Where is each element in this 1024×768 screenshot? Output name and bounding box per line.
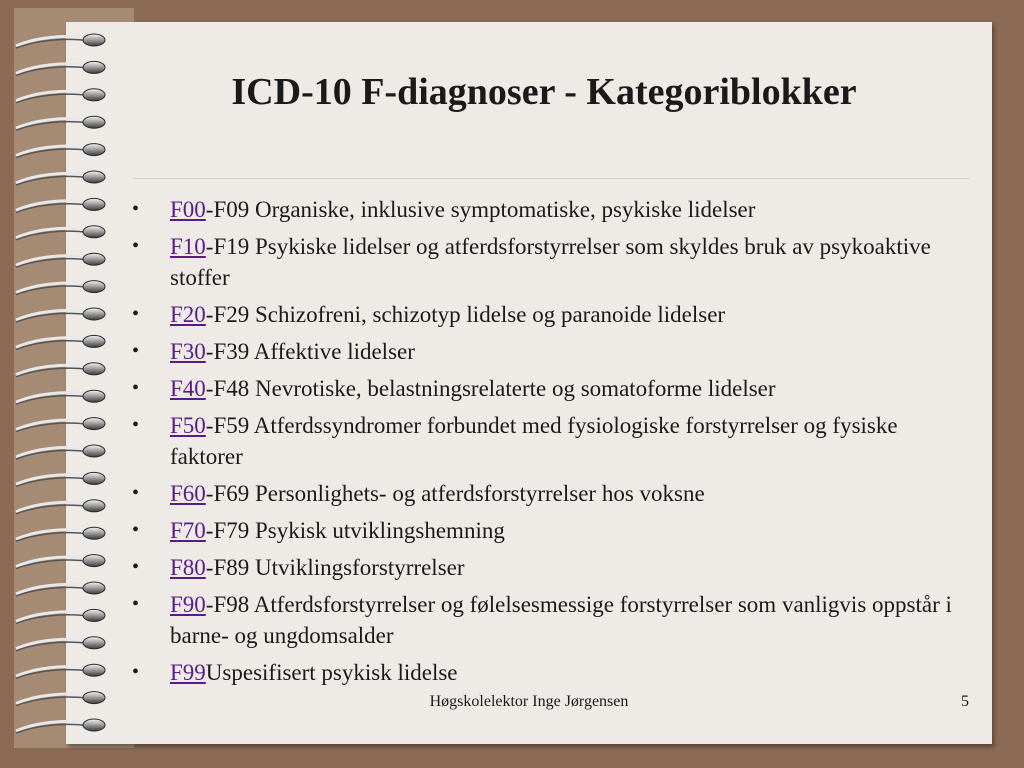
list-item bbox=[132, 515, 962, 546]
ring-knob bbox=[83, 34, 105, 46]
title-plain: ICD-10 F-diagnoser - bbox=[231, 71, 587, 113]
category-list bbox=[132, 194, 962, 694]
list-item bbox=[132, 194, 962, 225]
ring-knob bbox=[83, 637, 105, 649]
ring-knob bbox=[83, 692, 105, 704]
ring-knob bbox=[83, 226, 105, 238]
ring-knob bbox=[83, 609, 105, 621]
slide-page bbox=[66, 22, 992, 744]
code-link-f10[interactable]: F10 bbox=[170, 234, 206, 259]
ring-knob bbox=[83, 527, 105, 539]
item-text: -F59 Atferdssyndromer forbundet med fysiologiske forstyrrelser og fysiske faktorer bbox=[170, 413, 898, 469]
code-link-f00[interactable]: F00 bbox=[170, 197, 206, 222]
code-link-f99[interactable]: F99 bbox=[170, 660, 206, 685]
ring-knob bbox=[83, 116, 105, 128]
list-item bbox=[132, 589, 962, 651]
title-divider bbox=[134, 178, 969, 179]
code-link-f20[interactable]: F20 bbox=[170, 302, 206, 327]
footer-author: Høgskolelektor Inge Jørgensen bbox=[429, 693, 629, 710]
list-item bbox=[132, 552, 962, 583]
ring-knob bbox=[83, 418, 105, 430]
item-text: -F19 Psykiske lidelser og atferdsforstyrrelser som skyldes bruk av psykoaktive stoffer bbox=[170, 234, 931, 290]
code-link-f70[interactable]: F70 bbox=[170, 518, 206, 543]
ring-knob bbox=[83, 390, 105, 402]
spiral-binding-rings bbox=[14, 30, 114, 742]
item-text: Uspesifisert psykisk lidelse bbox=[205, 660, 458, 685]
ring-knob bbox=[83, 363, 105, 375]
item-text: -F79 Psykisk utviklingshemning bbox=[205, 518, 505, 543]
ring-knob bbox=[83, 500, 105, 512]
ring-knob bbox=[83, 555, 105, 567]
list-item bbox=[132, 231, 962, 293]
ring-knob bbox=[83, 171, 105, 183]
slide-title bbox=[134, 70, 954, 114]
list-item bbox=[132, 478, 962, 509]
list-item bbox=[132, 299, 962, 330]
ring-knob bbox=[83, 144, 105, 156]
ring-knob bbox=[83, 664, 105, 676]
ring-knob bbox=[83, 253, 105, 265]
list-item bbox=[132, 410, 962, 472]
ring-knob bbox=[83, 61, 105, 73]
item-text: -F29 Schizofreni, schizotyp lidelse og paranoide lidelser bbox=[205, 302, 726, 327]
slide-number: 5 bbox=[961, 693, 969, 710]
code-link-f80[interactable]: F80 bbox=[170, 555, 206, 580]
code-link-f50[interactable]: F50 bbox=[170, 413, 206, 438]
ring-knob bbox=[83, 472, 105, 484]
ring-knob bbox=[83, 281, 105, 293]
item-text: -F39 Affektive lidelser bbox=[205, 339, 415, 364]
list-item bbox=[132, 336, 962, 367]
code-link-f30[interactable]: F30 bbox=[170, 339, 206, 364]
list-item bbox=[132, 657, 962, 688]
ring-knob bbox=[83, 89, 105, 101]
ring-knob bbox=[83, 445, 105, 457]
ring-knob bbox=[83, 335, 105, 347]
item-text: -F98 Atferdsforstyrrelser og følelsesmessige forstyrrelser som vanligvis oppstår i barne- og ungdomsalder bbox=[170, 592, 952, 648]
item-text: -F69 Personlighets- og atferdsforstyrrelser hos voksne bbox=[205, 481, 705, 506]
ring-knob bbox=[83, 582, 105, 594]
item-text: -F48 Nevrotiske, belastningsrelaterte og somatoforme lidelser bbox=[205, 376, 776, 401]
list-item bbox=[132, 373, 962, 404]
ring-knob bbox=[83, 308, 105, 320]
item-text: -F09 Organiske, inklusive symptomatiske, psykiske lidelser bbox=[205, 197, 756, 222]
title-bold: Kategoriblokker bbox=[586, 71, 857, 113]
item-text: -F89 Utviklingsforstyrrelser bbox=[205, 555, 465, 580]
ring-knob bbox=[83, 198, 105, 210]
ring-knob bbox=[83, 719, 105, 731]
code-link-f90[interactable]: F90 bbox=[170, 592, 206, 617]
code-link-f60[interactable]: F60 bbox=[170, 481, 206, 506]
code-link-f40[interactable]: F40 bbox=[170, 376, 206, 401]
